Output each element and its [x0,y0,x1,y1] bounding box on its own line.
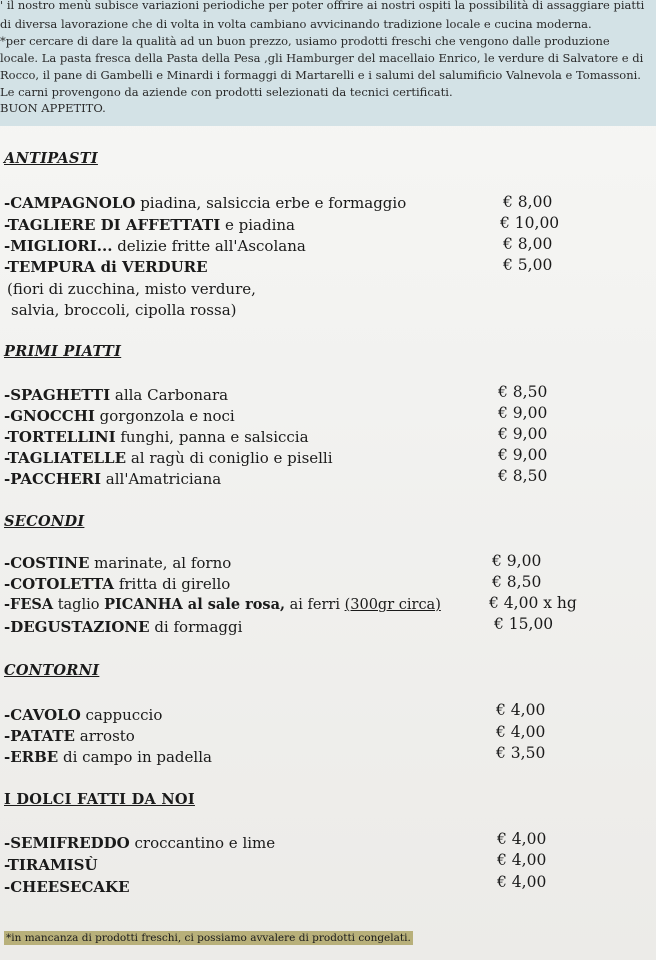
item-desc: marinate, al forno [89,554,232,572]
intro-line: *per cercare di dare la qualità ad un buon prezzo, usiamo prodotti freschi che vengono dalle produzione [0,34,610,48]
menu-item [4,878,130,896]
intro-closing: BUON APPETITO. [0,100,114,116]
menu-item [4,258,208,276]
item-price: € 9,00 [498,425,548,443]
menu-item [4,596,441,613]
item-name: -PATATE [4,727,75,745]
item-price: € 9,00 [492,552,542,570]
item-price: € 4,00 [496,701,546,719]
intro-line: ' il nostro menù subisce variazioni periodiche per poter offrire ai nostri ospiti la possibilità di assaggiare piatti [0,0,645,12]
intro-line: Le carni provengono da aziende con prodotti selezionati da tecnici certificati. [0,85,453,99]
item-name: -TORTELLINI [4,428,116,446]
item-name: -MIGLIORI... [4,237,113,255]
menu-item [4,856,98,874]
item-name: -FESA [4,596,54,613]
item-name: -PACCHERI [4,470,102,488]
item-detail: salvia, broccoli, cipolla rossa) [11,301,237,319]
menu-item [4,834,275,852]
item-desc: piadina, salsiccia erbe e formaggio [135,194,407,212]
menu-item [4,575,230,593]
item-price: € 4,00 [497,851,547,869]
item-price: € 4,00 x hg [489,594,577,612]
item-price: € 4,00 [497,830,547,848]
item-name: -COSTINE [4,554,90,572]
item-desc: croccantino e lime [129,834,276,852]
section-title-dolci: I DOLCI FATTI DA NOI [4,791,195,808]
section-title-antipasti: ANTIPASTI [4,150,98,167]
item-desc: taglio [53,597,105,613]
item-price: € 8,50 [498,467,548,485]
item-detail: (fiori di zucchina, misto verdure, [7,280,256,298]
item-price: € 10,00 [500,214,560,232]
menu-item [4,194,406,212]
menu-item [4,386,228,404]
menu-item [4,428,309,446]
item-name: -CAMPAGNOLO [4,194,136,212]
item-price: € 8,50 [498,383,548,401]
item-price: € 9,00 [498,446,548,464]
item-price: € 8,00 [503,235,553,253]
item-name: -CHEESECAKE [4,878,130,896]
item-name: -CAVOLO [4,706,81,724]
item-name: -GNOCCHI [4,407,95,425]
intro-line: Rocco, il pane di Gambelli e Minardi i formaggi di Martarelli e i salumi del salumificio Valnevola e Tomassoni. [0,68,641,82]
menu-item [4,407,235,425]
item-name: -ERBE [4,748,59,766]
item-desc: di formaggi [149,618,243,636]
item-name: -SPAGHETTI [4,386,111,404]
intro-line: di diversa lavorazione che di volta in volta cambiano avvicinando tradizione locale e cucina moderna. [0,17,592,31]
item-price: € 4,00 [497,873,547,891]
item-name: -TAGLIATELLE [4,449,127,467]
item-name: -TIRAMISÙ [4,856,98,874]
item-desc: di campo in padella [58,748,212,766]
item-desc: cappuccio [80,706,163,724]
item-name-2: PICANHA al sale rosa, [104,596,286,613]
section-title-primi: PRIMI PIATTI [4,343,122,360]
item-desc: arrosto [75,727,135,745]
menu-item [4,618,242,636]
item-desc-2: ai ferri [285,597,345,613]
item-weight: (300gr circa) [344,597,441,613]
item-desc: e piadina [220,216,295,234]
menu-item [4,216,295,234]
menu-item [4,237,306,255]
item-price: € 8,50 [492,573,542,591]
item-desc: funghi, panna e salsiccia [115,428,309,446]
item-name: -SEMIFREDDO [4,834,130,852]
item-price: € 15,00 [494,615,554,633]
item-name: -TAGLIERE DI AFFETTATI [4,216,221,234]
item-name: -DEGUSTAZIONE [4,618,150,636]
footnote: *in mancanza di prodotti freschi, ci possiamo avvalere di prodotti congelati. [6,932,411,944]
item-price: € 5,00 [503,256,553,274]
intro-line: locale. La pasta fresca della Pasta della Pesa ,gli Hamburger del macellaio Enrico, le verdure di Salvatore e di [0,51,644,65]
section-title-secondi: SECONDI [4,513,85,530]
item-name: -COTOLETTA [4,575,115,593]
item-desc: alla Carbonara [110,386,229,404]
item-name: -TEMPURA di VERDURE [4,258,208,276]
menu-item [4,554,231,572]
item-price: € 8,00 [503,193,553,211]
section-title-contorni: CONTORNI [4,662,100,679]
intro-block [0,0,656,126]
menu-item [4,727,135,745]
item-price: € 3,50 [496,744,546,762]
item-desc: all'Amatriciana [101,470,222,488]
item-desc: gorgonzola e noci [94,407,235,425]
menu-item [4,706,162,724]
item-price: € 9,00 [498,404,548,422]
item-desc: fritta di girello [114,575,231,593]
item-desc: al ragù di coniglio e piselli [126,449,333,467]
menu-item [4,449,333,467]
menu-item [4,470,221,488]
item-price: € 4,00 [496,723,546,741]
menu-item [4,748,212,766]
item-desc: delizie fritte all'Ascolana [112,237,306,255]
